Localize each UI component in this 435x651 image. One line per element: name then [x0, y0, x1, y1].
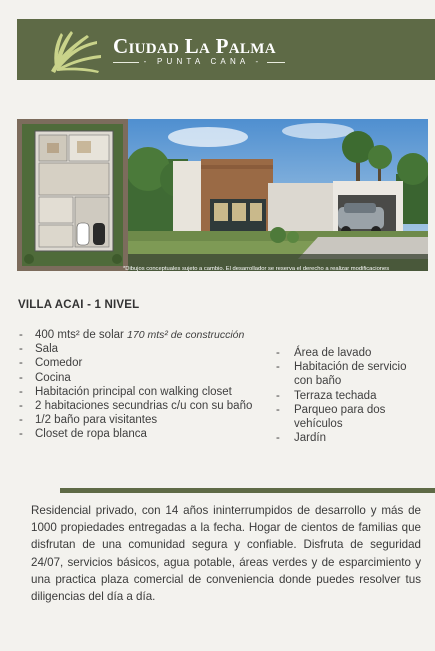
- list-item: - Habitación de servicio con baño: [276, 360, 426, 388]
- brand-rule-right: [267, 62, 285, 63]
- villa-title: VILLA ACAI - 1 NIVEL: [18, 299, 140, 311]
- list-item: [19, 371, 289, 385]
- list-item: [19, 342, 289, 356]
- feature-text: Habitación principal con walking closet: [35, 385, 232, 398]
- brand-name: Ciudad La Palma: [113, 34, 276, 58]
- features-list-left: [19, 328, 289, 442]
- list-item: [19, 399, 289, 413]
- image-disclaimer: *Dibujos conceptuales sujeto a cambio. El desarrollador se reserva el derecho a realizar modificaciones: [123, 266, 390, 272]
- list-item: - Parqueo para dos vehículos: [276, 403, 426, 431]
- list-item: [19, 385, 289, 399]
- villa-render-image: [128, 119, 428, 271]
- list-item: [19, 413, 289, 427]
- section-divider-gap: [0, 488, 60, 493]
- brand-header: [17, 19, 435, 80]
- features-list-right: [276, 346, 426, 445]
- description-paragraph: Residencial privado, con 14 años ininterrumpidos de desarrollo y más de 1000 propiedades entregadas a la fecha. Hogar de cientos de familias que disfrutan de una comunidad segura y confiable. Disfruta de seguridad 24/07, servicios básicos, agua potable, áreas verdes y de esparcimiento y una practica plaza comercial de conveniencia donde puedes resolver tus diligencias del día a día.: [31, 504, 421, 604]
- feature-text: 400 mts² de solar: [35, 329, 128, 341]
- feature-text: Comedor: [35, 357, 83, 370]
- feature-text: 2 habitaciones secundrias c/u con su baño: [35, 400, 253, 413]
- floor-plan-image: [17, 119, 128, 271]
- list-item: [19, 328, 289, 342]
- villa-image-panel: [17, 119, 428, 271]
- palm-leaf-logo-icon: [47, 27, 105, 75]
- list-item: - Área de lavado: [276, 346, 426, 360]
- section-divider: [0, 488, 435, 493]
- list-item: - Jardín: [276, 431, 426, 445]
- list-item: [19, 427, 289, 441]
- feature-note: 170 mts² de construcción: [127, 329, 245, 341]
- list-item: [19, 356, 289, 370]
- feature-text: 1/2 baño para visitantes: [35, 414, 158, 427]
- feature-text: Sala: [35, 343, 59, 356]
- brand-rule-left: [113, 62, 139, 63]
- feature-text: Closet de ropa blanca: [35, 428, 147, 441]
- brand-subtitle: - PUNTA CANA -: [143, 57, 263, 66]
- feature-text: Cocina: [35, 371, 71, 384]
- list-item: - Terraza techada: [276, 389, 426, 403]
